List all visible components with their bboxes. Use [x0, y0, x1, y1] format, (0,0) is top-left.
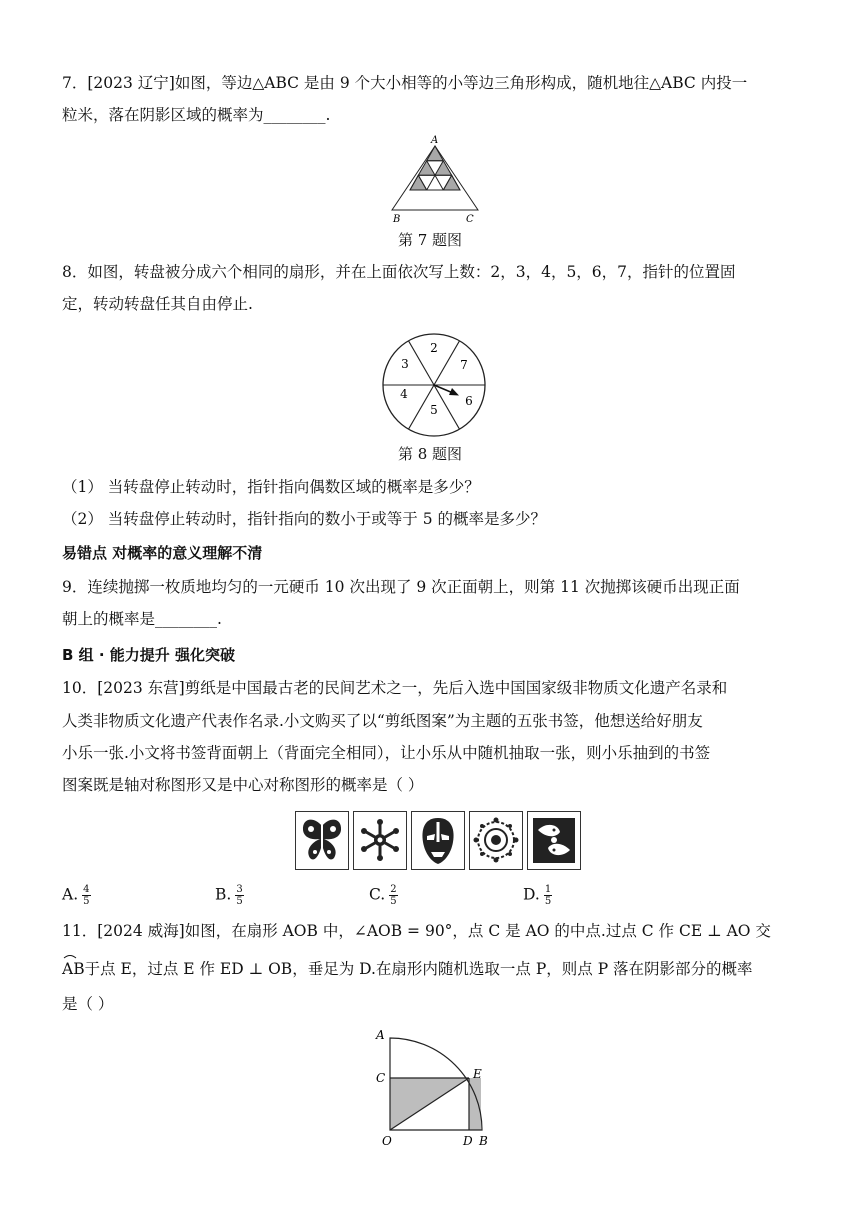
label-b: B — [393, 214, 401, 225]
q11-sector-figure — [370, 1025, 500, 1150]
sector-number: 6 — [465, 394, 473, 408]
q10-line4: 图案既是轴对称图形又是中心对称图形的概率是（ ） — [62, 776, 424, 794]
sector-number: 7 — [460, 358, 468, 372]
q7-line1: 7．[2023 辽宁]如图，等边△ABC 是由 9 个大小相等的小等边三角形构成，随机地往△ABC 内投一 — [62, 74, 748, 92]
q8-caption: 第 8 题图 — [397, 445, 463, 463]
option-c[interactable]: C. $\frac{2}{5}$ — [369, 884, 397, 907]
q11-line3: 是（ ） — [62, 995, 114, 1013]
fish-papercut-image — [527, 811, 581, 870]
q8-spinner-figure — [380, 331, 488, 439]
shaded-triangle — [410, 175, 427, 190]
arc-mark-icon — [63, 953, 77, 959]
label-c: C — [466, 214, 474, 225]
label-b: B — [479, 1134, 488, 1148]
option-a[interactable]: A. $\frac{4}{5}$ — [62, 884, 90, 907]
q10-line1: 10．[2023 东营]剪纸是中国最古老的民间艺术之一，先后入选中国国家级非物质文化遗产名录和 — [62, 679, 728, 697]
section-heading: 易错点 对概率的意义理解不清 — [62, 544, 263, 562]
sector-number: 2 — [430, 341, 438, 355]
q10-line3: 小乐一张.小文将书签背面朝上（背面完全相同），让小乐从中随机抽取一张，则小乐抽到的书签 — [62, 744, 711, 762]
q9-line1: 9．连续抛掷一枚质地均匀的一元硬币 10 次出现了 9 次正面朝上，则第 11 次抛掷该硬币出现正面 — [62, 578, 740, 596]
sector-number: 4 — [400, 387, 408, 401]
label-a: A — [431, 135, 439, 146]
label-d: D — [463, 1134, 473, 1148]
section-heading: B 组 · 能力提升 强化突破 — [62, 646, 236, 664]
option-d[interactable]: D. $\frac{1}{5}$ — [523, 884, 552, 907]
q7-line2: 粒米，落在阴影区域的概率为________. — [62, 106, 331, 124]
q8-sub1: （1） 当转盘停止转动时，指针指向偶数区域的概率是多少？ — [62, 478, 480, 496]
shaded-triangle — [443, 175, 460, 190]
sector-number: 3 — [401, 357, 409, 371]
q8-line2: 定，转动转盘任其自由停止. — [62, 295, 253, 313]
label-o: O — [382, 1134, 392, 1148]
label-a: A — [376, 1028, 385, 1042]
opera-mask-papercut-image — [411, 811, 465, 870]
label-c: C — [376, 1071, 386, 1085]
q7-caption: 第 7 题图 — [397, 231, 463, 249]
sector-number: 5 — [430, 403, 438, 417]
label-e: E — [473, 1067, 482, 1081]
q8-sub2: （2） 当转盘停止转动时，指针指向的数小于或等于 5 的概率是多少？ — [62, 510, 547, 528]
option-b[interactable]: B. $\frac{3}{5}$ — [215, 884, 243, 907]
butterfly-papercut-image — [295, 811, 349, 870]
q11-line2: AB于点 E，过点 E 作 ED ⊥ OB，垂足为 D.在扇形内随机选取一点 P，则点 P 落在阴影部分的概率 — [62, 960, 753, 978]
mandala-papercut-image — [469, 811, 523, 870]
q9-line2: 朝上的概率是________. — [62, 610, 222, 628]
q7-triangle-figure — [380, 134, 490, 224]
shaded-triangle — [427, 146, 444, 161]
q11-line1: 11．[2024 威海]如图，在扇形 AOB 中，∠AOB = 90°，点 C 是 AO 的中点.过点 C 作 CE ⊥ AO 交 — [62, 922, 771, 940]
snowflake-papercut-image — [353, 811, 407, 870]
q10-line2: 人类非物质文化遗产代表作名录.小文购买了以“剪纸图案”为主题的五张书签，他想送给好朋友 — [62, 712, 703, 730]
q8-line1: 8．如图，转盘被分成六个相同的扇形，并在上面依次写上数：2，3，4，5，6，7，指针的位置固 — [62, 263, 736, 281]
